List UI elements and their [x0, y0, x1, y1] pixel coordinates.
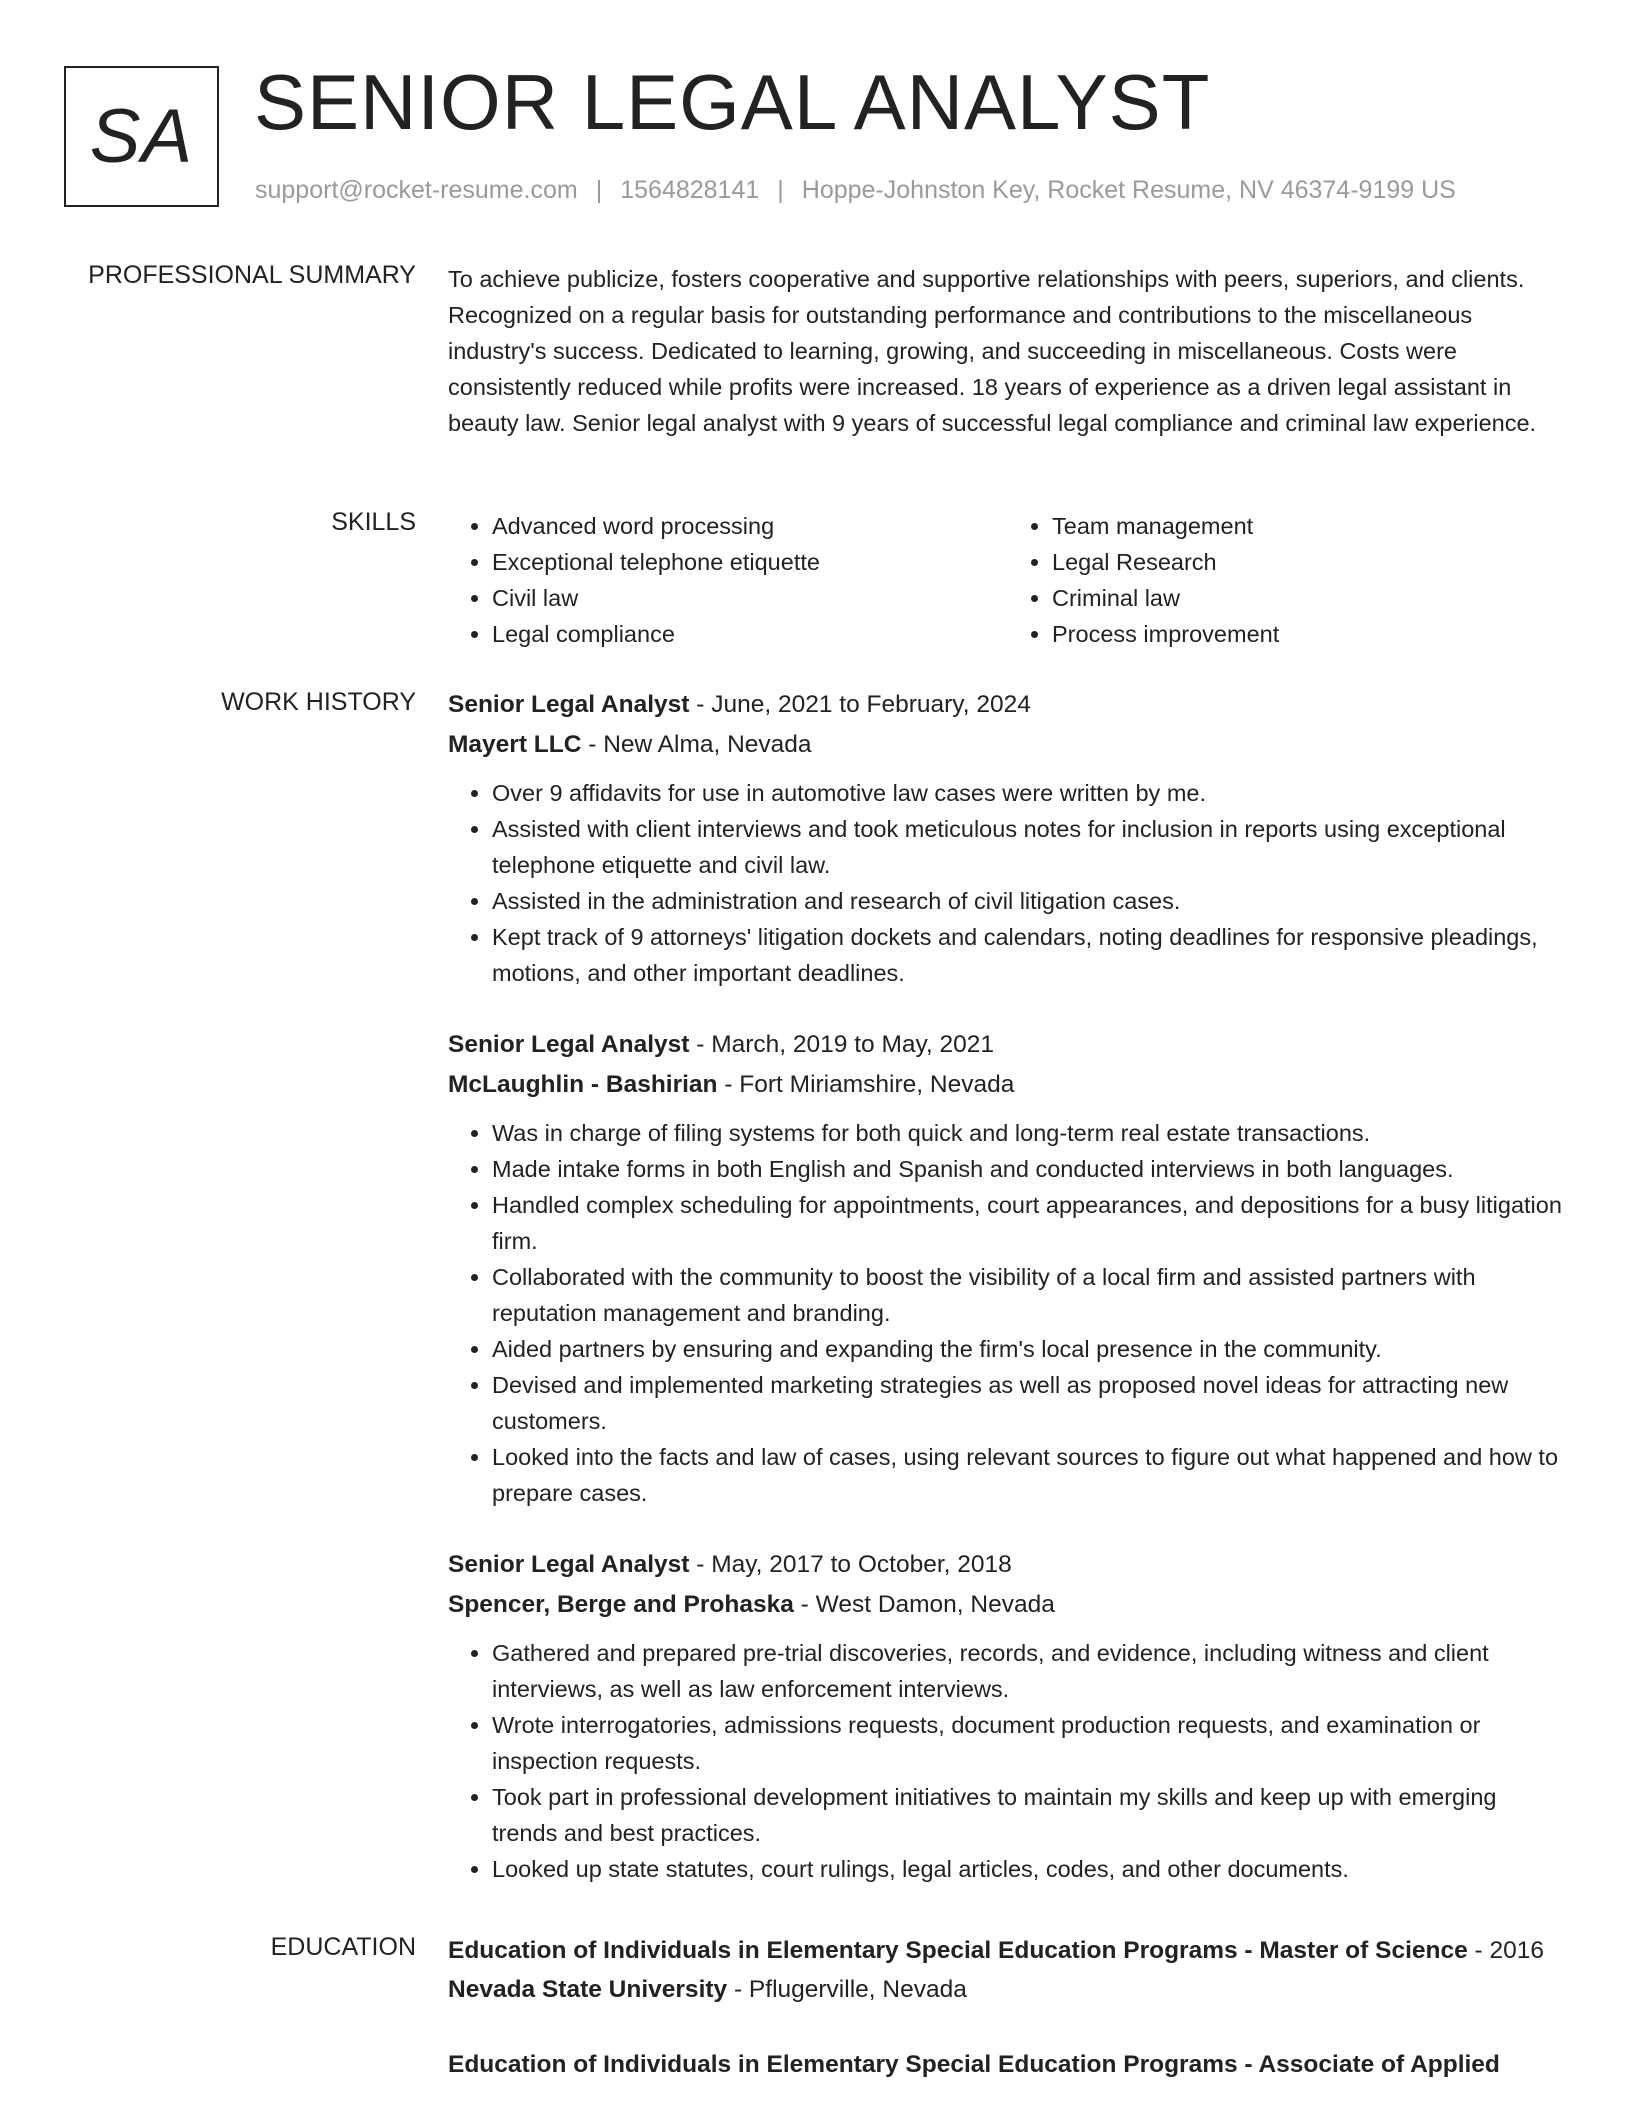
job-bullet: • Wrote interrogatories, admissions requests, document production requests, and examination or inspection requests. — [492, 1707, 1568, 1779]
education-year: - 2016 — [1467, 1937, 1545, 1964]
job-bullet: • Gathered and prepared pre-trial discoveries, records, and evidence, including witness and client interviews, as well as law enforcement interviews. — [492, 1635, 1568, 1707]
job-bullet: • Took part in professional development initiatives to maintain my skills and keep up with emerging trends and best practices. — [492, 1779, 1568, 1851]
section-label: EDUCATION — [270, 1933, 416, 1961]
job-bullet: • Collaborated with the community to boost the visibility of a local firm and assisted partners with reputation management and branding. — [492, 1259, 1568, 1331]
job-company: Spencer, Berge and Prohaska — [448, 1591, 794, 1618]
job-bullet: • Devised and implemented marketing strategies as well as proposed novel ideas for attracting new customers. — [492, 1367, 1568, 1439]
work-history-body — [448, 685, 1568, 1921]
job-title: Senior Legal Analyst — [448, 1551, 690, 1578]
section-label: WORK HISTORY — [221, 688, 416, 716]
section-label: SKILLS — [331, 508, 416, 536]
education-entry — [448, 2045, 1568, 2084]
skill-item: • Team management — [1052, 508, 1568, 544]
job-dates: - June, 2021 to February, 2024 — [689, 691, 1031, 718]
skill-item: • Exceptional telephone etiquette — [492, 544, 1008, 580]
contact-address: Hoppe-Johnston Key, Rocket Resume, NV 46374-9199 US — [801, 176, 1456, 204]
contact-separator: | — [595, 176, 603, 204]
job-entry — [448, 1025, 1568, 1511]
skills-column-2 — [1008, 508, 1568, 652]
job-bullets — [448, 775, 1568, 991]
job-bullet: • Assisted with client interviews and took meticulous notes for inclusion in reports using exceptional telephone etiquette and civil law. — [492, 811, 1568, 883]
contact-email[interactable]: support@rocket-resume.com — [255, 176, 578, 204]
job-company: McLaughlin - Bashirian — [448, 1071, 718, 1098]
education-school: Nevada State University — [448, 1976, 728, 2003]
job-company-line — [448, 1585, 1568, 1625]
job-company-line — [448, 725, 1568, 765]
job-bullets — [448, 1115, 1568, 1511]
education-location: - Pflugerville, Nevada — [727, 1976, 967, 2003]
job-bullet: • Handled complex scheduling for appointments, court appearances, and depositions for a busy litigation firm. — [492, 1187, 1568, 1259]
skill-item: • Criminal law — [1052, 580, 1568, 616]
job-title-line — [448, 1025, 1568, 1065]
summary-body — [448, 261, 1568, 441]
job-dates: - March, 2019 to May, 2021 — [689, 1031, 995, 1058]
job-bullet: • Was in charge of filing systems for both quick and long-term real estate transactions. — [492, 1115, 1568, 1151]
skills-column-1 — [448, 508, 1008, 652]
skill-item: • Legal Research — [1052, 544, 1568, 580]
job-company: Mayert LLC — [448, 731, 582, 758]
job-location: - Fort Miriamshire, Nevada — [717, 1071, 1015, 1098]
job-title-line — [448, 685, 1568, 725]
job-bullet: • Made intake forms in both English and Spanish and conducted interviews in both languages. — [492, 1151, 1568, 1187]
section-label: PROFESSIONAL SUMMARY — [88, 261, 416, 289]
job-dates: - May, 2017 to October, 2018 — [689, 1551, 1012, 1578]
job-bullets — [448, 1635, 1568, 1887]
education-body — [448, 1931, 1568, 2120]
skill-item: • Legal compliance — [492, 616, 1008, 652]
job-title: Senior Legal Analyst — [448, 691, 690, 718]
education-entry — [448, 1931, 1568, 2009]
job-entry — [448, 685, 1568, 991]
job-bullet: • Kept track of 9 attorneys' litigation dockets and calendars, noting deadlines for responsive pleadings, motions, and other important deadlines. — [492, 919, 1568, 991]
monogram-logo: SA — [64, 66, 219, 207]
skill-item: • Advanced word processing — [492, 508, 1008, 544]
job-company-line — [448, 1065, 1568, 1105]
job-bullet: • Assisted in the administration and research of civil litigation cases. — [492, 883, 1568, 919]
job-location: - West Damon, Nevada — [793, 1591, 1055, 1618]
skills-grid — [448, 508, 1568, 652]
job-bullet: • Over 9 affidavits for use in automotive law cases were written by me. — [492, 775, 1568, 811]
education-school-line — [448, 1970, 1568, 2009]
job-bullet: • Looked up state statutes, court rulings, legal articles, codes, and other documents. — [492, 1851, 1568, 1887]
contact-line — [255, 176, 1456, 205]
contact-separator: | — [777, 176, 784, 204]
job-title-line — [448, 1545, 1568, 1585]
education-degree-line — [448, 1931, 1568, 1970]
contact-phone[interactable]: 1564828141 — [620, 176, 760, 204]
job-bullet: • Looked into the facts and law of cases, using relevant sources to figure out what happened and how to prepare cases. — [492, 1439, 1568, 1511]
skill-item: • Process improvement — [1052, 616, 1568, 652]
job-bullet: • Aided partners by ensuring and expanding the firm's local presence in the community. — [492, 1331, 1568, 1367]
job-title: Senior Legal Analyst — [448, 1031, 690, 1058]
education-degree: Education of Individuals in Elementary Special Education Programs - Master of Science — [448, 1937, 1468, 1964]
education-degree: Education of Individuals in Elementary Special Education Programs - Associate of Applied — [448, 2051, 1500, 2078]
job-entry — [448, 1545, 1568, 1887]
page-title: SENIOR LEGAL ANALYST — [254, 58, 1211, 146]
job-location: - New Alma, Nevada — [581, 731, 812, 758]
education-degree-line — [448, 2045, 1568, 2084]
skill-item: • Civil law — [492, 580, 1008, 616]
summary-text: To achieve publicize, fosters cooperative and supportive relationships with peers, superiors, and clients. Recognized on a regular basis for outstanding performance and contributions to the miscellaneous industry's success. Dedicated to learning, growing, and succeeding in miscellaneous. Costs were consistently reduced while profits were increased. 18 years of experience as a driven legal assistant in beauty law. Senior legal analyst with 9 years of successful legal compliance and criminal law experience. — [448, 266, 1537, 436]
